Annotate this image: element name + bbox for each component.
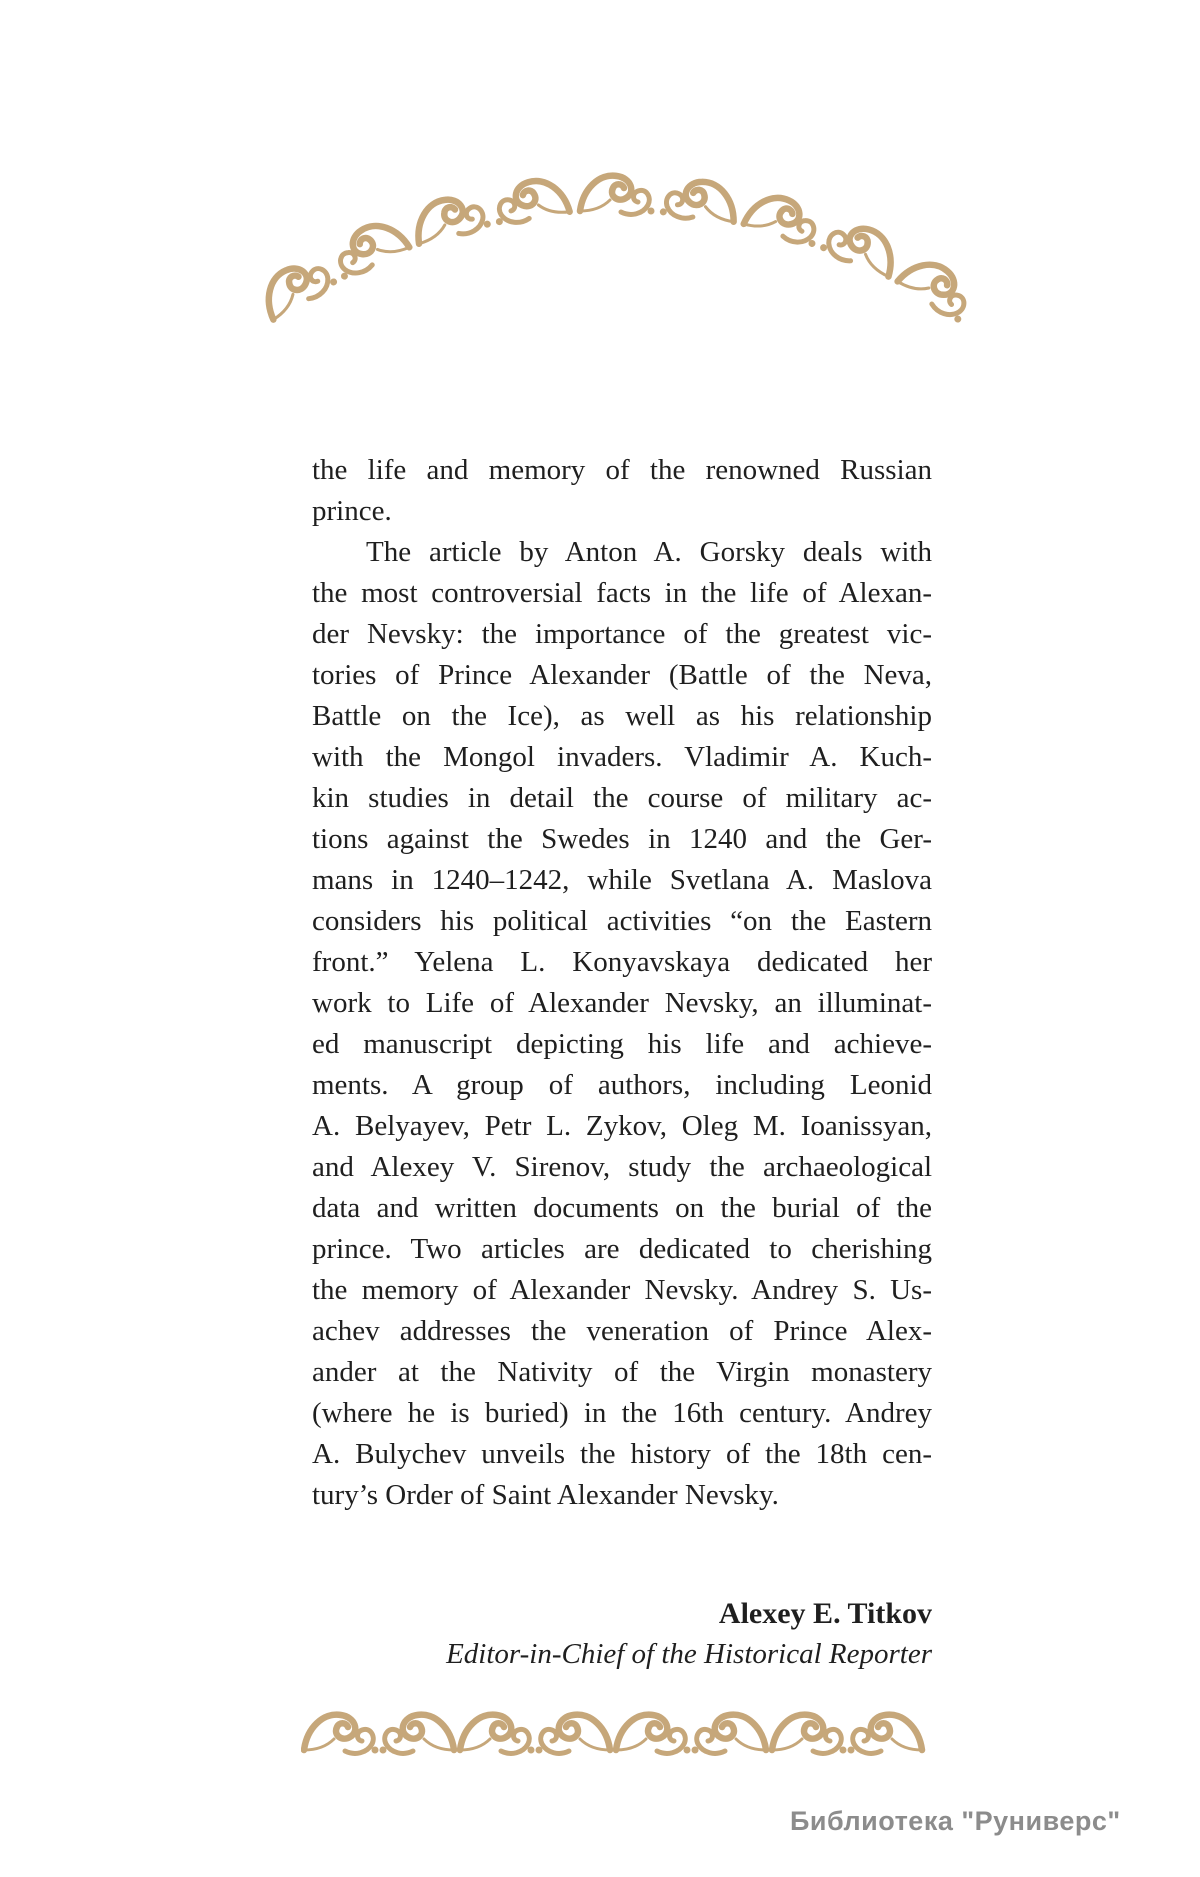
body-text-line: tories of Prince Alexander (Battle of the Neva, <box>312 659 932 691</box>
body-text-line: and Alexey V. Sirenov, study the archaeological <box>312 1151 932 1183</box>
ornament-arc-icon <box>255 143 977 338</box>
body-text-line: achev addresses the veneration of Prince Alex- <box>312 1315 932 1347</box>
ornament-band-icon <box>301 1704 927 1761</box>
body-text-line: the memory of Alexander Nevsky. Andrey S. Us- <box>312 1274 932 1306</box>
body-text <box>312 450 932 1516</box>
signature-name: Alexey E. Titkov <box>718 1597 932 1630</box>
body-text-line: prince. <box>312 495 392 527</box>
body-text-line: the most controversial facts in the life of Alexan- <box>312 577 932 609</box>
body-text-line: ments. A group of authors, including Leonid <box>312 1069 932 1101</box>
body-text-line: data and written documents on the burial of the <box>312 1192 932 1224</box>
signature-block <box>312 1594 932 1674</box>
body-text-line: tury’s Order of Saint Alexander Nevsky. <box>312 1479 779 1511</box>
body-text-line: kin studies in detail the course of military ac- <box>312 782 932 814</box>
body-text-line: with the Mongol invaders. Vladimir A. Kuch- <box>312 741 932 773</box>
body-text-line: tions against the Swedes in 1240 and the Ger- <box>312 823 932 855</box>
body-text-line: der Nevsky: the importance of the greatest vic- <box>312 618 932 650</box>
body-text-line: considers his political activities “on the Eastern <box>312 905 932 937</box>
body-text-line: ander at the Nativity of the Virgin monastery <box>312 1356 932 1388</box>
body-text-line: ed manuscript depicting his life and achieve- <box>312 1028 932 1060</box>
body-text-line: A. Bulychev unveils the history of the 18th cen- <box>312 1438 932 1470</box>
body-text-line: The article by Anton A. Gorsky deals with <box>366 536 932 568</box>
body-text-line: prince. Two articles are dedicated to cherishing <box>312 1233 932 1265</box>
body-text-line: the life and memory of the renowned Russian <box>312 454 932 486</box>
body-text-line: A. Belyayev, Petr L. Zykov, Oleg M. Ioanissyan, <box>312 1110 932 1142</box>
body-text-line: Battle on the Ice), as well as his relationship <box>312 700 932 732</box>
body-text-line: (where he is buried) in the 16th century. Andrey <box>312 1397 932 1429</box>
watermark-text: Библиотека "Руниверс" <box>790 1806 1121 1836</box>
signature-title: Editor-in-Chief of the Historical Reporter <box>446 1638 932 1670</box>
body-text-line: mans in 1240–1242, while Svetlana A. Maslova <box>312 864 932 896</box>
body-text-line: work to Life of Alexander Nevsky, an illuminat- <box>312 987 932 1019</box>
body-text-line: front.” Yelena L. Konyavskaya dedicated her <box>312 946 932 978</box>
